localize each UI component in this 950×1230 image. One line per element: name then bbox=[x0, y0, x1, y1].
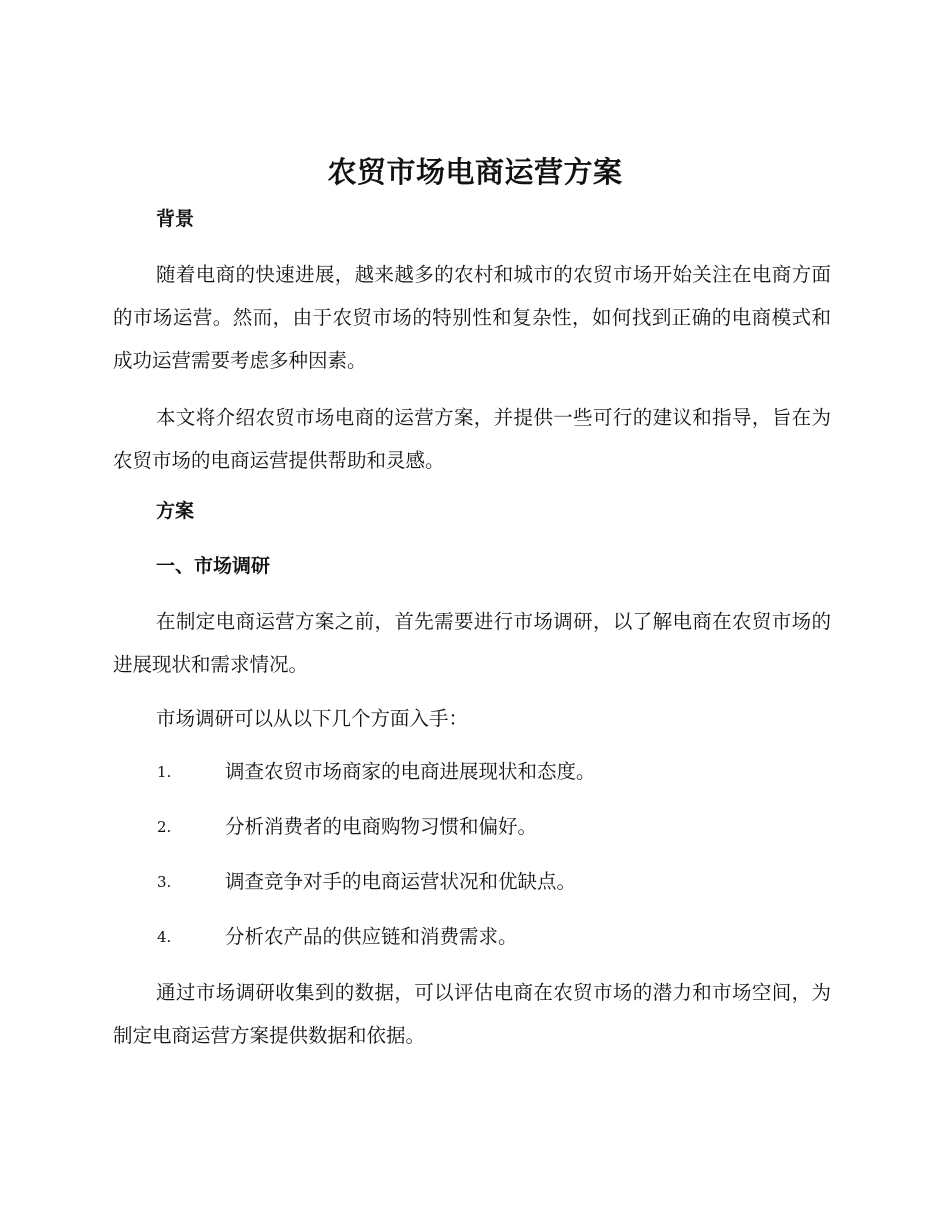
list-item-text: 分析农产品的供应链和消费需求。 bbox=[225, 925, 518, 948]
list-item-text: 调查竞争对手的电商运营状况和优缺点。 bbox=[225, 870, 577, 893]
list-item-text: 调查农贸市场商家的电商进展现状和态度。 bbox=[225, 760, 596, 783]
background-heading: 背景 bbox=[156, 208, 195, 230]
background-paragraph-1: 随着电商的快速进展，越来越多的农村和城市的农贸市场开始关注在电商方面的市场运营。然而，由于农贸市场的特别性和复杂性，如何找到正确的电商模式和成功运营需要考虑多种因素。 bbox=[113, 263, 831, 372]
document-title: 农贸市场电商运营方案 bbox=[327, 155, 623, 189]
list-item-number: 2. bbox=[157, 818, 172, 836]
list-item-text: 分析消费者的电商购物习惯和偏好。 bbox=[225, 815, 538, 838]
market-research-paragraph-1: 在制定电商运营方案之前，首先需要进行市场调研，以了解电商在农贸市场的进展现状和需求情况。 bbox=[113, 610, 831, 676]
plan-heading: 方案 bbox=[156, 500, 195, 522]
market-research-paragraph-3: 通过市场调研收集到的数据，可以评估电商在农贸市场的潜力和市场空间，为制定电商运营方案提供数据和依据。 bbox=[113, 981, 831, 1047]
list-item-number: 4. bbox=[157, 928, 172, 946]
list-item-number: 1. bbox=[157, 763, 172, 781]
market-research-paragraph-2: 市场调研可以从以下几个方面入手： bbox=[156, 707, 469, 730]
background-paragraph-2: 本文将介绍农贸市场电商的运营方案，并提供一些可行的建议和指导，旨在为农贸市场的电商运营提供帮助和灵感。 bbox=[113, 406, 831, 472]
list-item-number: 3. bbox=[157, 873, 172, 891]
market-research-heading: 一、市场调研 bbox=[156, 555, 271, 577]
